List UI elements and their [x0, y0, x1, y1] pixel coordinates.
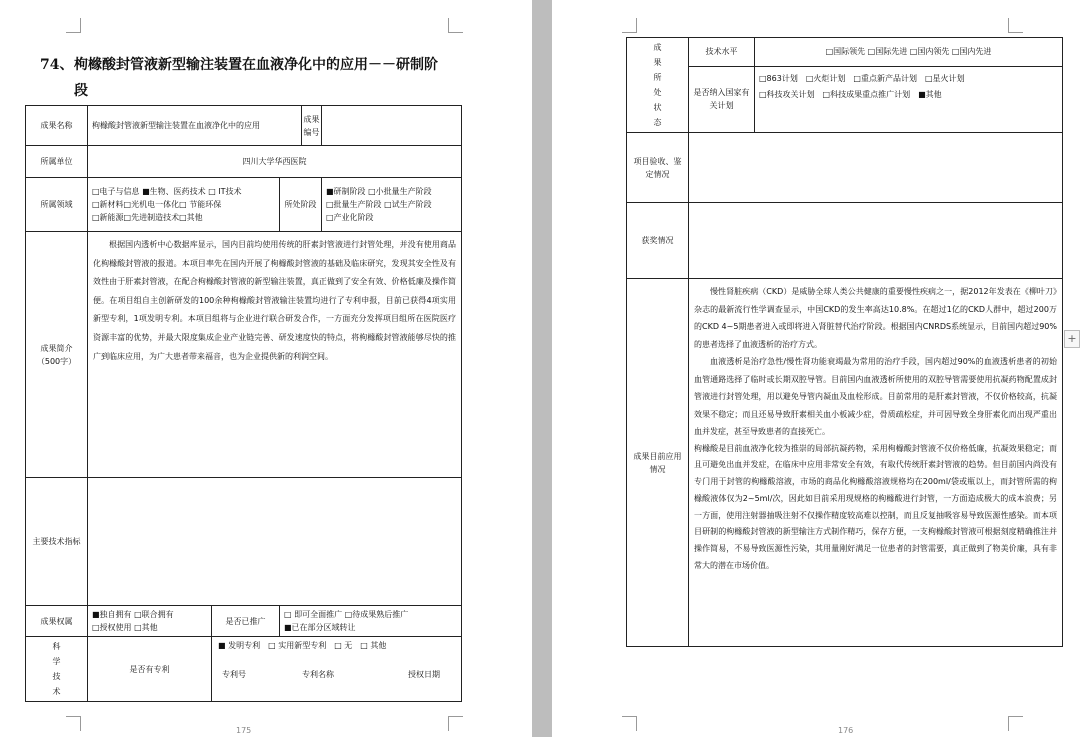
achievement-no-value [322, 106, 462, 146]
stage-options [322, 178, 462, 232]
document-page-right [552, 0, 1090, 737]
status-label-char: 果 [653, 58, 662, 67]
intro-sublabel: （500字） [36, 356, 77, 366]
tech-indicator-value [88, 478, 462, 606]
intro-text-cell [88, 232, 462, 478]
sci-tech-char: 技 [52, 672, 61, 681]
acceptance-value [689, 133, 1063, 203]
rights-option-line: ■独自拥有 □联合拥有 [92, 610, 174, 619]
rights-options [88, 606, 212, 637]
rights-option-line: □授权使用 □其他 [92, 623, 158, 632]
stage-option-line: ■研制阶段 □小批量生产阶段 [326, 187, 432, 196]
intro-label: 成果简介 [40, 343, 73, 353]
crop-mark [1008, 18, 1023, 33]
status-label-char: 所 [653, 73, 662, 82]
promoted-option-line: ■已在部分区域转让 [284, 623, 356, 632]
field-option-line: □新材料□光机电一体化□ 节能环保 [92, 200, 222, 209]
tech-indicator-label: 主要技术指标 [26, 478, 88, 606]
tech-level-label: 技术水平 [689, 38, 755, 67]
achievement-name-label: 成果名称 [26, 106, 88, 146]
field-option-line: □新能源□先进制造技术□其他 [92, 213, 203, 222]
rights-label: 成果权属 [26, 606, 88, 637]
title-number: 74、 [40, 57, 74, 73]
page-gutter [532, 0, 552, 737]
title-line-2: 段 [74, 83, 88, 99]
achievement-form-right [626, 37, 1063, 647]
promoted-option-line: □ 即可全面推广 □待成果熟后推广 [284, 610, 409, 619]
crop-mark [622, 18, 637, 33]
patent-details [212, 637, 462, 702]
application-paragraph: 血液透析是治疗急性/慢性肾功能衰竭最为常用的治疗手段，国内超过90%的血液透析患者的初始血管通路选择了临时或长期双腔导管。目前国内血液透析所使用的双腔导管需要使用抗凝药物配置成封管液进行封管处理，用以避免导管内凝血及血栓形成。目前常用的是肝素封管液，不仅价格较高，抗凝效果不稳定；而且还易导致肝素相关血小板减少症，骨质疏松症，并可因导致全身肝素化而出现严重出血并发症，甚至导致患者的直接死亡。 [694, 357, 1057, 436]
national-plan-option-line: □863计划 □火炬计划 □重点新产品计划 □星火计划 [759, 73, 965, 83]
promoted-options [280, 606, 462, 637]
sci-tech-char: 科 [52, 642, 61, 651]
sci-tech-char: 学 [52, 657, 61, 666]
application-paragraph: 慢性肾脏疾病（CKD）是威胁全球人类公共健康的重要慢性疾病之一，据2012年发表在《柳叶刀》杂志的最新流行性学调查显示，中国CKD的发生率高达10.8%。在超过1亿的CKD人群中，超过200万的CKD 4~5期患者进入或即将进入肾脏替代治疗阶段。根据国内CNRDS系统显示，目前国内超过90%的患者选择了血液透析的治疗方式。 [694, 287, 1057, 349]
crop-mark [66, 716, 81, 731]
promoted-label: 是否已推广 [212, 606, 280, 637]
intro-label-cell [26, 232, 88, 478]
crop-mark [622, 716, 637, 731]
document-title [40, 52, 470, 104]
patent-no-label: 专利号 [222, 670, 246, 679]
document-page-left [0, 0, 532, 737]
national-plan-option-line: □科技攻关计划 □科技成果重点推广计划 ■其他 [759, 89, 942, 99]
crop-mark [66, 18, 81, 33]
patent-name-label: 专利名称 [302, 670, 334, 679]
status-label-char: 处 [653, 88, 662, 97]
achievement-no-label: 成果编号 [302, 106, 322, 146]
unit-value: 四川大学华西医院 [88, 146, 462, 178]
page-number-right: 176 [838, 726, 854, 735]
achievement-form-left [25, 105, 462, 702]
page-number-left: 175 [236, 726, 252, 735]
application-label: 成果目前应用情况 [627, 279, 689, 647]
national-plan-label: 是否纳入国家有关计划 [689, 66, 755, 132]
unit-label: 所属单位 [26, 146, 88, 178]
acceptance-label: 项目验收、鉴定情况 [627, 133, 689, 203]
crop-mark [1008, 716, 1023, 731]
field-options [88, 178, 280, 232]
status-label-char: 态 [653, 118, 662, 127]
national-plan-options [755, 66, 1063, 132]
field-label: 所属领域 [26, 178, 88, 232]
crop-mark [448, 18, 463, 33]
status-label [627, 38, 689, 133]
expand-plus-icon[interactable]: + [1064, 330, 1080, 348]
field-option-line: □电子与信息 ■生物、医药技术 □ IT技术 [92, 187, 242, 196]
stage-label: 所处阶段 [280, 178, 322, 232]
application-text-cell [689, 279, 1063, 647]
achievement-name-value: 枸橼酸封管液新型输注装置在血液净化中的应用 [88, 106, 302, 146]
patent-options: ■ 发明专利 □ 实用新型专利 □ 无 □ 其他 [218, 641, 387, 650]
stage-option-line: □批量生产阶段 □试生产阶段 [326, 200, 432, 209]
title-line-1: 枸橼酸封管液新型输注装置在血液净化中的应用－－研制阶 [74, 57, 438, 73]
status-label-char: 状 [653, 103, 662, 112]
patent-date-label: 授权日期 [408, 670, 440, 679]
award-label: 获奖情况 [627, 203, 689, 279]
application-paragraph: 枸橼酸是目前血液净化较为推崇的局部抗凝药物，采用枸橼酸封管液不仅价格低廉，抗凝效果稳定；而且可避免出血并发症，在临床中应用非常安全有效，有取代传统肝素封管液的趋势。但目前国内尚没有专门用于封管的枸橼酸溶液，市场的商品化枸橼酸溶液规格均在200ml/袋或瓶以上，而封管所需的枸橼酸液体仅为2~5ml/次，因此如目前采用现规格的枸橼酸进行封管，一方面造成极大的成本浪费；另一方面，使用注射器抽吸注射不仅操作精度较高难以控制，而且反复抽吸容易导致医源性感染。而本项目研制的枸橼酸封管液的新型输注方式制作精巧，保存方便，一支枸橼酸封管液可根据刻度精确推注并操作简易，不易导致医源性污染，其用量刚好满足一位患者的封管需要，真正做到了物美价廉，具有非常大的潜在市场价值。 [694, 443, 1057, 571]
stage-option-line: □产业化阶段 [326, 213, 374, 222]
patent-label: 是否有专利 [88, 637, 212, 702]
sci-tech-label [26, 637, 88, 702]
intro-text: 根据国内透析中心数据库显示，国内目前均使用传统的肝素封管液进行封管处理，并没有使用商品化枸橼酸封管液的报道。本项目率先在国内开展了枸橼酸封管液的基础及临床研究，发现其安全性及有效性由于肝素封管液，在配合枸橼酸封管液的新型输注装置，真正做到了安全有效、价格低廉及操作简便。在项目组自主创新研发的100余种枸橼酸封管液输注装置均进行了专利申报，目前已获得4项实用新型专利，1项发明专利。本项目组将与企业进行联合研发合作，一方面充分发挥项目组所在医院医疗资源丰富的优势，并最大限度集成企业产业链完善、研发速度快的特点，将枸橼酸封管液能够尽快的推广到临床应用，为广大患者带来福音，也为企业提供新的利润空间。 [93, 240, 456, 361]
award-value [689, 203, 1063, 279]
crop-mark [448, 716, 463, 731]
sci-tech-char: 术 [52, 687, 61, 696]
status-label-char: 成 [653, 43, 662, 52]
tech-level-options: □国际领先 □国际先进 □国内领先 □国内先进 [755, 38, 1063, 67]
